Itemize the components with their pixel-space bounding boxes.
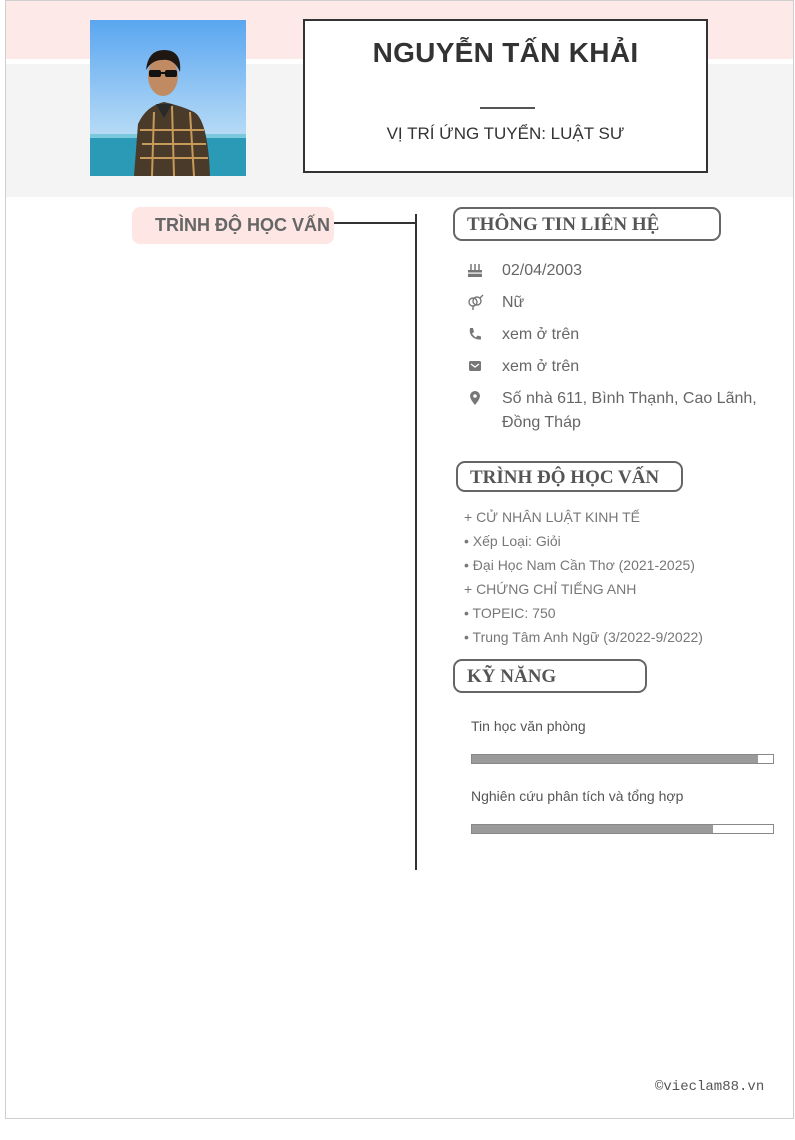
gender-icon <box>466 293 484 311</box>
phone-icon <box>466 325 484 343</box>
title-divider <box>480 107 535 109</box>
timeline-divider <box>415 214 417 870</box>
map-pin-icon <box>466 389 484 407</box>
envelope-icon <box>466 357 484 375</box>
profile-photo <box>90 20 246 176</box>
contact-gender <box>466 291 766 315</box>
phone-value: xem ở trên <box>502 326 580 343</box>
education-line: + CHỨNG CHỈ TIẾNG ANH <box>464 581 637 597</box>
education-section-title: TRÌNH ĐỘ HỌC VẤN <box>456 461 683 492</box>
education-line: • Xếp Loại: Giỏi <box>464 533 561 549</box>
contact-email <box>466 355 766 379</box>
email-value: xem ở trên <box>502 358 580 375</box>
skills-section-title: KỸ NĂNG <box>453 659 647 693</box>
birthday-value: 02/04/2003 <box>502 262 583 279</box>
education-line: + CỬ NHÂN LUẬT KINH TẾ <box>464 509 640 525</box>
contact-birthday <box>466 259 766 283</box>
contact-address <box>466 387 766 435</box>
footer-watermark: ©vieclam88.vn <box>655 1079 765 1095</box>
address-value: Số nhà 611, Bình Thạnh, Cao Lãnh, Đồng Tháp <box>502 390 757 431</box>
birthday-cake-icon <box>466 261 484 279</box>
candidate-name: NGUYỄN TẤN KHẢI <box>372 37 639 68</box>
education-line: • TOPEIC: 750 <box>464 605 556 621</box>
education-line: • Trung Tâm Anh Ngữ (3/2022-9/2022) <box>464 629 703 645</box>
skill-bar-office <box>471 754 774 764</box>
applied-position: VỊ TRÍ ỨNG TUYỂN: LUẬT SƯ <box>386 124 625 143</box>
name-card <box>303 19 708 173</box>
skill-bar-research <box>471 824 774 834</box>
contact-section-title: THÔNG TIN LIÊN HỆ <box>453 207 721 241</box>
education-line: • Đại Học Nam Cần Thơ (2021-2025) <box>464 557 695 573</box>
left-section-label: TRÌNH ĐỘ HỌC VẤN <box>132 207 334 244</box>
contact-phone <box>466 323 766 347</box>
skill-level-fill <box>472 825 713 833</box>
connector-line <box>334 222 416 224</box>
skill-level-fill <box>472 755 758 763</box>
skill-name-research: Nghiên cứu phân tích và tổng hợp <box>471 788 684 804</box>
skill-name-office: Tin học văn phòng <box>471 718 586 734</box>
gender-value: Nữ <box>502 294 525 311</box>
